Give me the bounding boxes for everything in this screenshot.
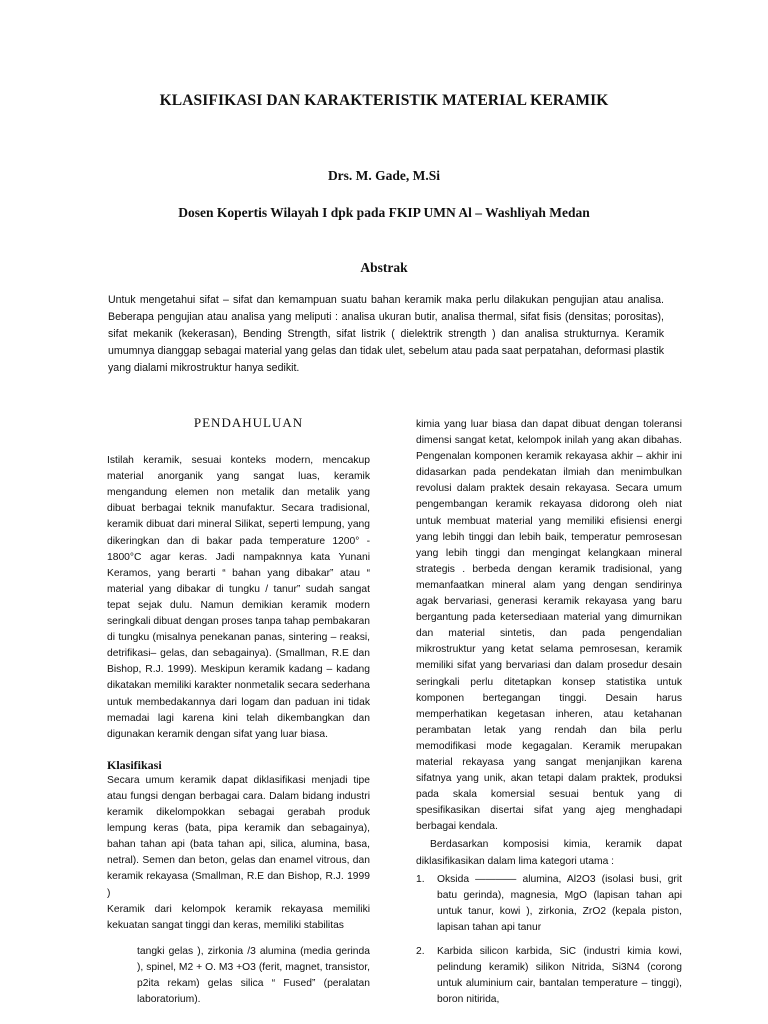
classification-paragraph: Secara umum keramik dapat diklasifikasi menjadi tipe atau fungsi dengan berbagai cara. Dalam bidang industri keramik dikelompokkan sebagai gerabah produk lempung keras (bata, pipa keramik dan sebagainya), bahan tahan api (bata tahan api, silica, alumina, basa, netral). Semen dan beton, gelas dan enamel vitrous, dan keramik rekayasa (Smallman, R.E dan Bishop, R.J. 1999 ) xyxy=(107,774,370,899)
abstract-heading: Abstrak xyxy=(360,260,408,275)
list-item xyxy=(416,944,682,1008)
list-item-number: 1. xyxy=(416,873,425,885)
engineering-ceramics-continuation: kimia yang luar biasa dan dapat dibuat dengan toleransi dimensi sangat ketat, kelompok inilah yang akan dibahas. Pengenalan komponen keramik rekayasa akhir – akhir ini didasarkan pada pendekatan ilmiah dan menimbulkan revolusi dalam praktek desain rekayasa. Secara umum pengembangan keramik rekayasa didorong oleh niat untuk membuat material yang memiliki efisiensi energi yang lebih tinggi dan lebih baik, temperatur pemrosesan yang lebih tinggi dan mengingat kelangkaan mineral strategis . berbeda dengan keramik tradisional, yang memanfaatkan mineral alam yang dengan sendirinya agak bervariasi, generasi keramik rekayasa yang baru bergantung pada ketersediaan material yang dimurnikan dan material sintetis, dan pada pengendalian mikrostruktur yang ketat selama pemrosesan, keramik memiliki sifat yang bervariasi dan dalam prosedur desain seringkali perlu ditetapkan konsep statistika untuk komponen bertegangan tinggi. Desain harus memperhatikan kegetasan inheren, atau ketahanan perambatan letak yang rendah dan bila perlu memodifikasi mode kegagalan. Keramik merupakan material rekayasa yang sangat menjanjikan karena sifatnya yang unik, akan tetapi dalam praktek, produksi pada skala komersial sesuai bentuk yang di spesifikasikan disertai sifat yang ajeg menghadapi berbagai kendala. xyxy=(416,419,682,833)
document-title: KLASIFIKASI DAN KARAKTERISTIK MATERIAL KERAMIK xyxy=(159,92,609,109)
ceramic-category-list xyxy=(416,872,682,1009)
list-item-text: Oksida ———— alumina, Al2O3 (isolasi busi, grit batu gerinda), magnesia, MgO (lapisan tahan api untuk tanur, kowi ), zirkonia, ZrO2 (kepala piston, lapisan tahan api tanur xyxy=(437,873,682,933)
intro-paragraph: Istilah keramik, sesuai konteks modern, mencakup material anorganik yang sangat luas, keramik mengandung elemen non metalik dan metalik yang dibuat berbagai teknik manufaktur. Secara tradisional, keramik dibuat dari mineral Silikat, seperti lempung, yang dikeringkan dan di bakar pada temperature 1200° - 1800°C agar keras. Jadi nampaknnya kata Yunani Keramos, yang berarti “ bahan yang dibakar” atau “ material yang dibakar di tungku / tanur” sudah sangat tepat sejak dulu. Namun demikian keramik modern seringkali dibuat dengan proses tanpa tahap pembakaran di tungku (misalnya penekanan panas, sintering – reaksi, detrifikasi– gelas, dan sebagainya). (Smallman, R.E dan Bishop, R.J. 1999). Meskipun keramik kadang – kadang dikatakan memiliki karakter nonmetalik secara sederhana untuk membedakannya dari logam dan paduan ini tidak memadai lagi karena kini telah dikembangkan dan digunakan keramik dengan sifat yang luar biasa. xyxy=(107,455,370,740)
classification-heading: Klasifikasi xyxy=(107,757,162,772)
author-name: Drs. M. Gade, M.Si xyxy=(327,168,441,183)
engineering-ceramics-paragraph: Keramik dari kelompok keramik rekayasa memiliki kekuatan sangat tinggi dan keras, memiliki stabilitas xyxy=(107,903,370,931)
author-affiliation: Dosen Kopertis Wilayah I dpk pada FKIP UMN Al – Washliyah Medan xyxy=(178,205,590,220)
list-item xyxy=(416,872,682,936)
section-heading-pendahuluan: PENDAHULUAN xyxy=(193,415,304,430)
left-column xyxy=(107,415,370,1008)
right-column xyxy=(416,417,682,1016)
composition-intro-paragraph: Berdasarkan komposisi kimia, keramik dapat diklasifikasikan dalam lima kategori utama : xyxy=(416,839,682,867)
list-item-number: 2. xyxy=(416,946,425,957)
indented-examples-text: tangki gelas ), zirkonia /3 alumina (media gerinda ), spinel, M2 + O. M3 +O3 (ferit, magnet, transistor, p2ita rekam) gelas silica “ Fused” (peralatan laboratorium). xyxy=(137,945,370,1006)
abstract-text: Untuk mengetahui sifat – sifat dan kemampuan suatu bahan keramik maka perlu dilakukan pengujian atau analisa. Beberapa pengujian atau analisa yang meliputi : analisa ukuran butir, analisa thermal, sifat fisis (densitas; porositas), sifat mekanik (kekerasan), Bending Strength, sifat listrik ( dielektrik strength ) dan analisa strukturnya. Keramik umumnya dianggap sebagai material yang gelas dan tidak ulet, sebelum atau pada saat perpatahan, deformasi plastik yang dialami mikrostruktur hanya sedikit. xyxy=(108,294,664,374)
list-item-text: Karbida silicon karbida, SiC (industri kimia kowi, pelindung keramik) silikon Nitrida, Si3N4 (corong untuk aluminium cair, bantalan temperature – tinggi), boron nitirida, xyxy=(437,946,682,1006)
